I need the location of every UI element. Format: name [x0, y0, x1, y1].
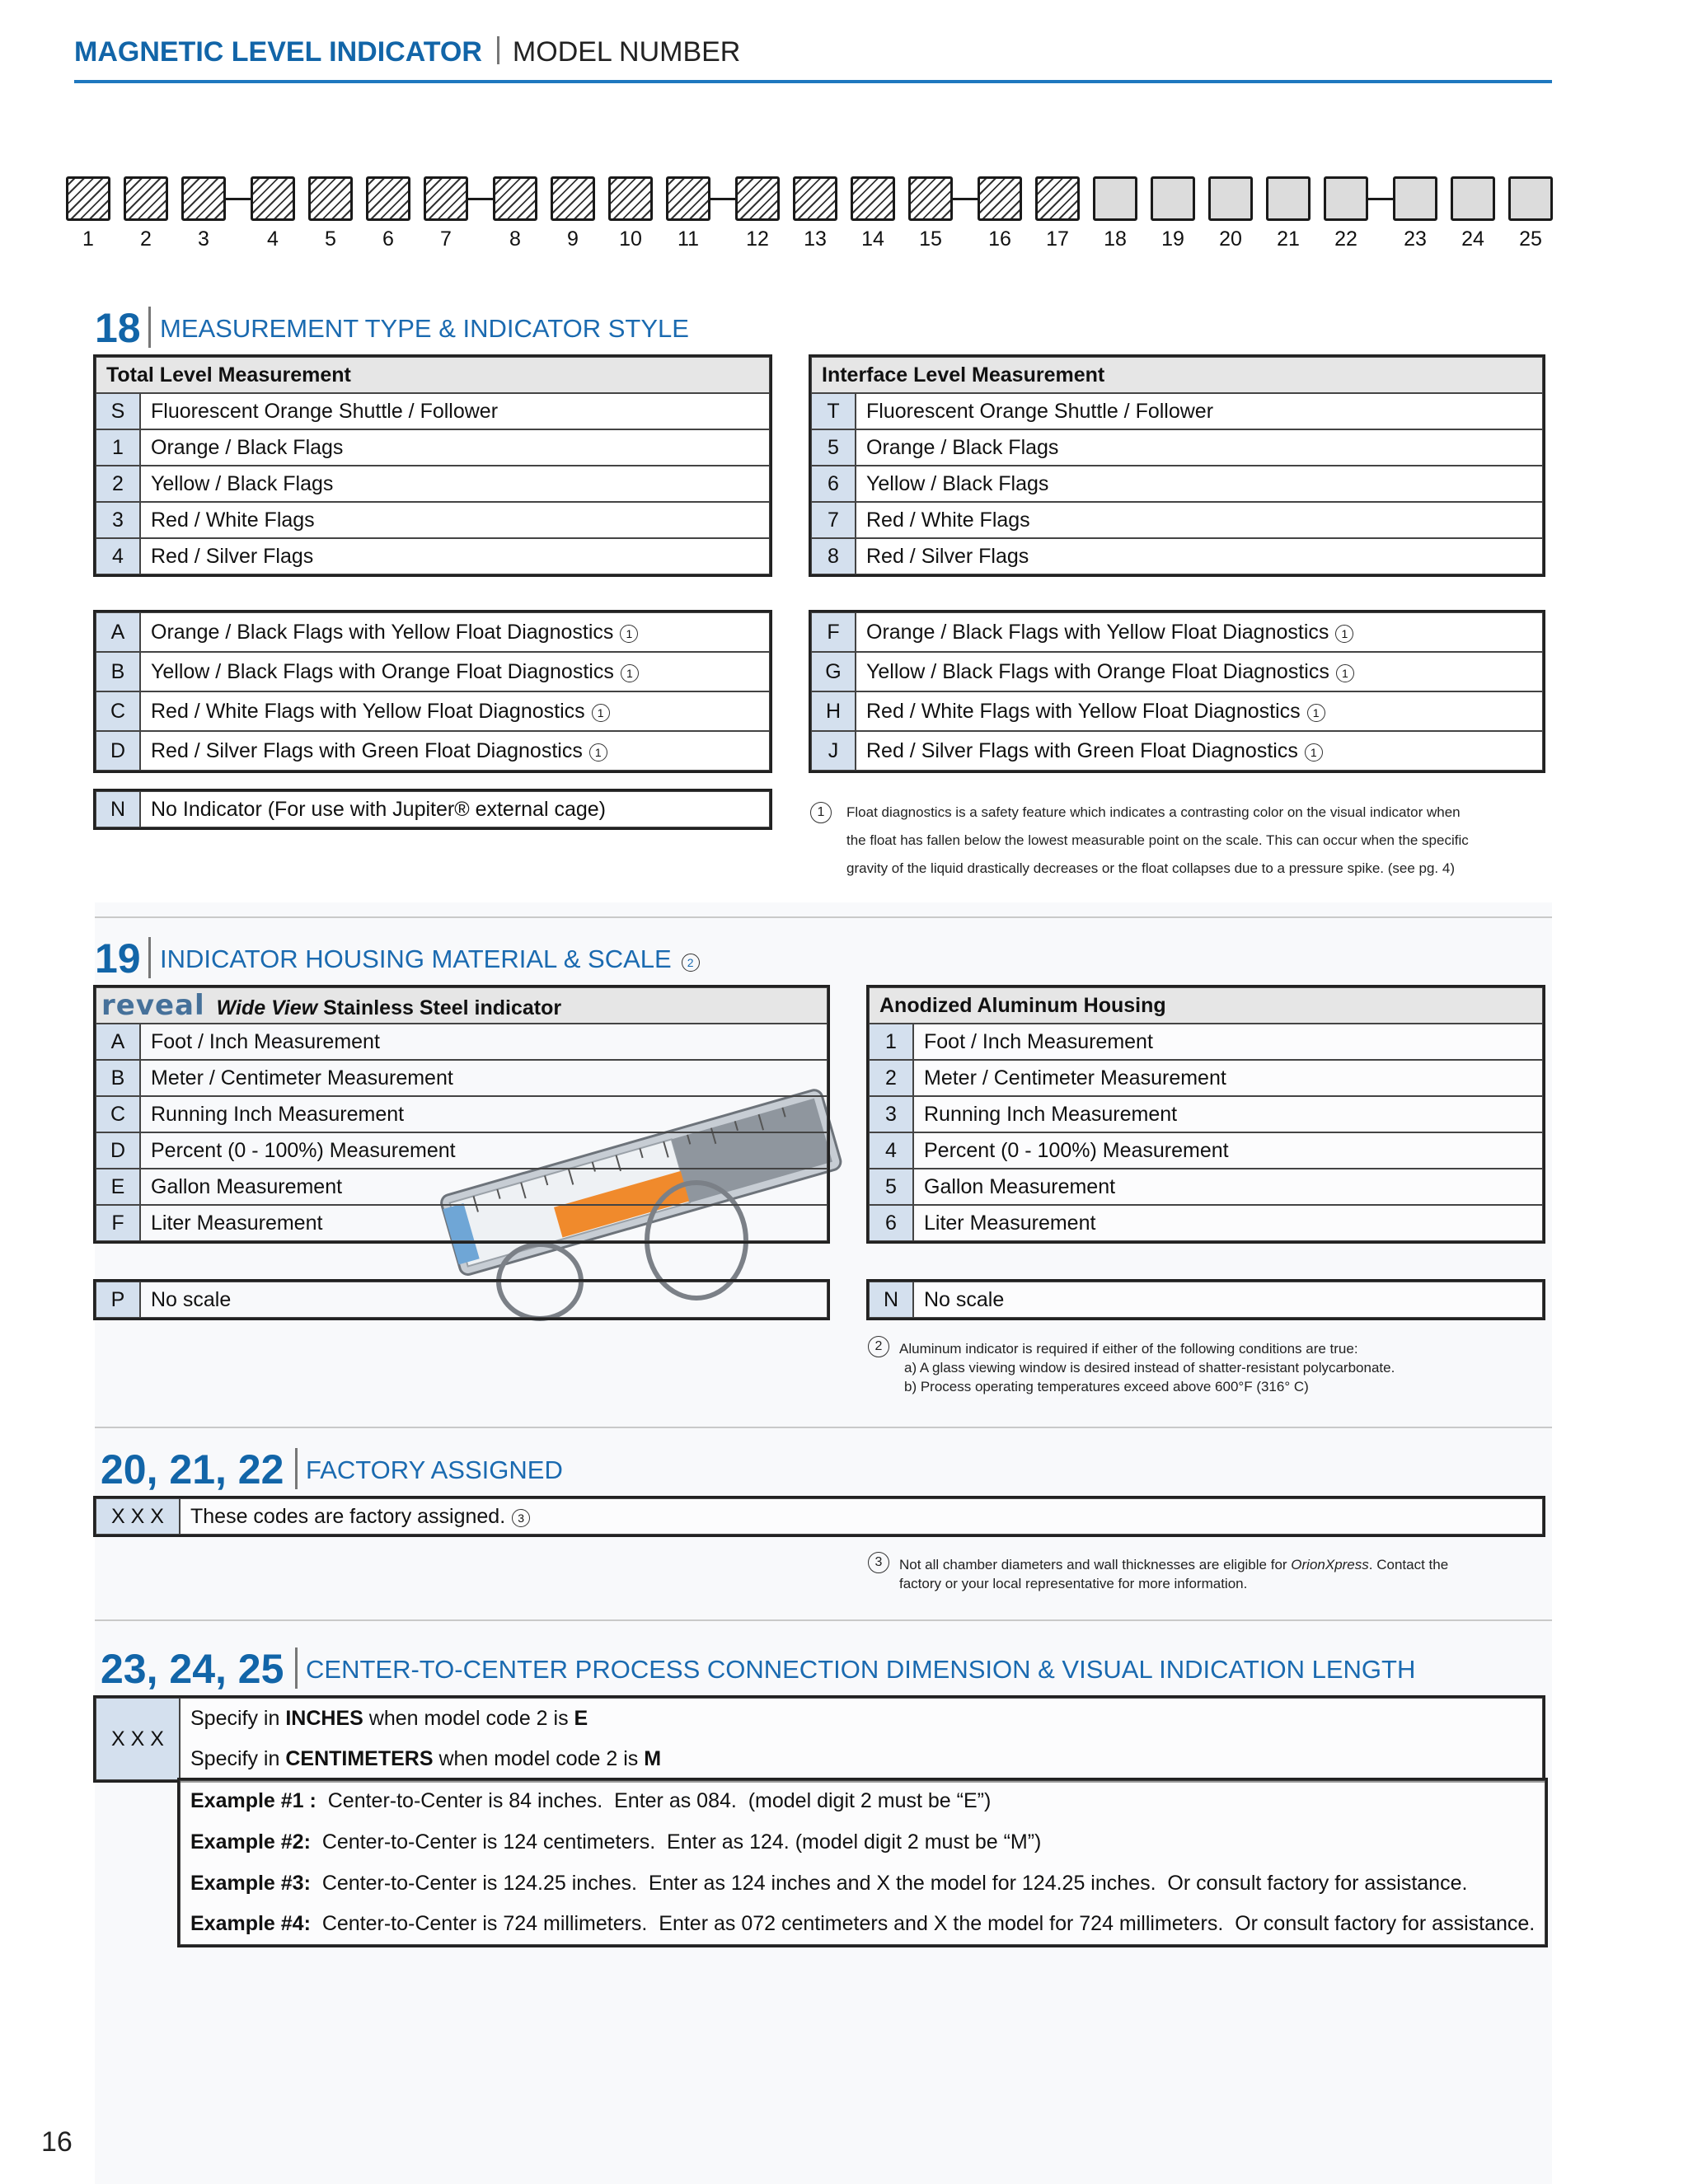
desc-text: These codes are factory assigned. [190, 1504, 506, 1528]
desc-cell: Meter / Centimeter Measurement [913, 1060, 1543, 1096]
spec-text: Specify in [190, 1707, 286, 1730]
desc-cell: Fluorescent Orange Shuttle / Follower [140, 393, 770, 429]
spec-value: E [574, 1707, 588, 1730]
desc-cell: Foot / Inch Measurement [140, 1024, 828, 1060]
table-row [811, 652, 1543, 691]
header-separator [497, 36, 499, 64]
header-rule [74, 80, 1552, 83]
example-label: Example #3: [190, 1871, 311, 1895]
wide-view-label: Wide View [216, 996, 318, 1019]
example-label: Example #1 : [190, 1789, 316, 1812]
code-cell: F [96, 1205, 140, 1241]
table-row [96, 1698, 1543, 1739]
table-row [811, 691, 1543, 731]
footnote-1-marker: 1 [620, 625, 638, 643]
footnote-1-symbol: 1 [810, 802, 832, 823]
model-digit-number: 7 [440, 227, 452, 251]
model-digit-number: 1 [82, 227, 94, 251]
example-row [180, 1904, 1545, 1945]
spec-centimeters [180, 1739, 1543, 1780]
desc-text: Yellow / Black Flags with Orange Float Diagnostics [151, 659, 614, 683]
desc-text: Red / White Flags with Yellow Float Diagnostics [866, 699, 1301, 723]
desc-cell: Gallon Measurement [140, 1169, 828, 1205]
footnote-1 [810, 799, 1552, 883]
footnote-line: a) A glass viewing window is desired instead of shatter-resistant polycarbonate. [904, 1360, 1395, 1376]
footnote-text: Not all chamber diameters and wall thicknesses are eligible for [899, 1557, 1292, 1572]
model-digit-number: 14 [861, 227, 884, 251]
model-digit-box [1208, 176, 1253, 221]
example-label: Example #4: [190, 1912, 311, 1935]
table-row [811, 731, 1543, 771]
table-row [869, 1132, 1543, 1169]
section-18-divider [148, 307, 151, 348]
table-row [869, 1024, 1543, 1060]
spec-value: M [644, 1747, 662, 1770]
table-row [96, 1739, 1543, 1780]
code-cell: 2 [869, 1060, 913, 1096]
table-row [96, 1169, 828, 1205]
table-row [869, 1060, 1543, 1096]
model-digit-number: 15 [919, 227, 942, 251]
footnote-1-marker: 1 [1307, 704, 1325, 722]
desc-text: Red / Silver Flags with Green Float Diagnostics [866, 738, 1298, 762]
section-23-25-title: CENTER-TO-CENTER PROCESS CONNECTION DIMENSION & VISUAL INDICATION LENGTH [306, 1655, 1416, 1684]
table-row [96, 612, 770, 652]
model-digit-box [1393, 176, 1437, 221]
model-digit-number: 2 [140, 227, 152, 251]
code-cell: S [96, 393, 140, 429]
code-cell: 2 [96, 466, 140, 502]
model-digit-number: 22 [1334, 227, 1357, 251]
table-row [96, 466, 770, 502]
table-aluminum-housing [868, 987, 1544, 1242]
table-header: Interface Level Measurement [811, 357, 1543, 393]
example-text: Center-to-Center is 124.25 inches. Enter as 124 inches and X the model for 124.25 inches. Or consult factory for assistance. [310, 1871, 1468, 1895]
model-digit-number: 9 [567, 227, 579, 251]
desc-cell: Orange / Black Flags [856, 429, 1543, 466]
code-cell: X X X [96, 1498, 180, 1535]
model-digit-connector [1368, 198, 1393, 200]
desc-cell: No Indicator (For use with Jupiter® external cage) [140, 791, 770, 827]
table-row [811, 466, 1543, 502]
model-digit-number: 3 [198, 227, 209, 251]
code-cell: D [96, 1132, 140, 1169]
model-digit-connector [226, 198, 251, 200]
model-digit-box [181, 176, 226, 221]
code-cell: H [811, 691, 856, 731]
code-cell: F [811, 612, 856, 652]
code-cell: 5 [869, 1169, 913, 1205]
example-row [180, 1821, 1545, 1863]
model-digit-box [908, 176, 953, 221]
model-digit-number: 12 [746, 227, 769, 251]
code-cell: N [96, 791, 140, 827]
reveal-logo: reveal [101, 989, 205, 1022]
desc-cell: Red / White Flags [856, 502, 1543, 538]
model-digit-number: 10 [619, 227, 642, 251]
example-text: Center-to-Center is 84 inches. Enter as 084. (model digit 2 must be “E”) [316, 1789, 992, 1812]
model-digit-box [1266, 176, 1311, 221]
spec-text: when model code 2 is [433, 1747, 645, 1770]
model-digit-box [793, 176, 837, 221]
footnote-1-marker: 1 [621, 664, 639, 682]
model-digit-connector [710, 198, 735, 200]
model-digit-box [1451, 176, 1495, 221]
table-row [811, 393, 1543, 429]
model-digit-connector [468, 198, 493, 200]
code-cell: A [96, 1024, 140, 1060]
spec-text: Specify in [190, 1747, 286, 1770]
section-23-25-number: 23, 24, 25 [101, 1646, 284, 1692]
table-row [96, 1060, 828, 1096]
desc-cell: Red / Silver Flags [856, 538, 1543, 574]
footnote-3-symbol: 3 [868, 1552, 889, 1573]
model-digit-box [308, 176, 353, 221]
footnote-product-name: OrionXpress [1291, 1557, 1369, 1572]
section-20-22-number: 20, 21, 22 [101, 1446, 284, 1493]
desc-cell: Foot / Inch Measurement [913, 1024, 1543, 1060]
footnote-1-marker: 1 [1305, 743, 1323, 762]
code-cell: 7 [811, 502, 856, 538]
model-digit-number: 16 [988, 227, 1011, 251]
table-row [96, 1205, 828, 1241]
code-cell: X X X [96, 1698, 180, 1780]
footnote-line: Float diagnostics is a safety feature which indicates a contrasting color on the visual indicator when [846, 804, 1461, 820]
code-cell: 4 [869, 1132, 913, 1169]
table-row [96, 691, 770, 731]
model-digit-number: 8 [509, 227, 521, 251]
model-digit-box [608, 176, 653, 221]
table-row [869, 1169, 1543, 1205]
desc-cell: Running Inch Measurement [913, 1096, 1543, 1132]
desc-cell: Fluorescent Orange Shuttle / Follower [856, 393, 1543, 429]
model-digit-box [1093, 176, 1137, 221]
model-digit-number: 11 [678, 227, 699, 251]
desc-text: Red / White Flags with Yellow Float Diagnostics [151, 699, 585, 723]
desc-cell: Yellow / Black Flags [140, 466, 770, 502]
desc-cell: Yellow / Black Flags [856, 466, 1543, 502]
table-center-to-center [95, 1697, 1544, 1781]
header-subtitle: MODEL NUMBER [512, 36, 741, 68]
table-row [96, 1132, 828, 1169]
model-digit-number: 24 [1461, 227, 1484, 251]
code-cell: T [811, 393, 856, 429]
footnote-text: . Contact the [1368, 1557, 1449, 1572]
example-row [180, 1780, 1545, 1821]
model-digit-number: 20 [1219, 227, 1242, 251]
model-digit-box [66, 176, 110, 221]
table-total-diagnostics [95, 612, 771, 771]
section-19-number: 19 [95, 935, 141, 982]
table-row [811, 538, 1543, 574]
code-cell: B [96, 1060, 140, 1096]
table-header [96, 987, 828, 1024]
table-row [811, 502, 1543, 538]
table-row [869, 1205, 1543, 1241]
model-digit-connector [953, 198, 978, 200]
table-row [96, 1282, 828, 1318]
model-digit-box [1035, 176, 1080, 221]
model-digit-box [978, 176, 1022, 221]
code-cell: C [96, 1096, 140, 1132]
code-cell: 5 [811, 429, 856, 466]
code-cell: 8 [811, 538, 856, 574]
table-stainless-indicator [95, 987, 828, 1242]
table-total-level [95, 356, 771, 575]
footnote-line: factory or your local representative for more information. [899, 1576, 1248, 1591]
model-digit-number: 19 [1161, 227, 1184, 251]
table-row [96, 652, 770, 691]
model-digit-box [124, 176, 168, 221]
model-digit-box [851, 176, 895, 221]
model-digit-box [493, 176, 537, 221]
footnote-1-marker: 1 [1336, 664, 1354, 682]
model-digit-number: 6 [382, 227, 394, 251]
table-row [96, 731, 770, 771]
page-header [74, 36, 740, 68]
section-19-title [160, 944, 700, 974]
spec-unit: INCHES [285, 1707, 363, 1730]
desc-text: Yellow / Black Flags with Orange Float Diagnostics [866, 659, 1329, 683]
desc-cell: Red / Silver Flags [140, 538, 770, 574]
model-digit-box [1508, 176, 1553, 221]
section-divider [95, 916, 1552, 918]
code-cell: 4 [96, 538, 140, 574]
section-20-22-divider [295, 1448, 298, 1489]
model-digit-number: 5 [325, 227, 336, 251]
code-cell: C [96, 691, 140, 731]
table-row [96, 791, 770, 827]
footnote-1-marker: 1 [1335, 625, 1353, 643]
table-header: Total Level Measurement [96, 357, 770, 393]
table-row [811, 612, 1543, 652]
footnote-line: gravity of the liquid drastically decreases or the float collapses due to a pressure spike. (see pg. 4) [846, 860, 1455, 876]
desc-cell: Gallon Measurement [913, 1169, 1543, 1205]
desc-text: Orange / Black Flags with Yellow Float Diagnostics [151, 620, 614, 644]
desc-cell: Orange / Black Flags [140, 429, 770, 466]
table-row [96, 393, 770, 429]
table-no-indicator [95, 790, 771, 828]
footnote-line: b) Process operating temperatures exceed above 600°F (316° C) [904, 1379, 1309, 1394]
footnote-line [899, 1555, 1544, 1574]
table-row [96, 538, 770, 574]
section-19-title-text: INDICATOR HOUSING MATERIAL & SCALE [160, 944, 672, 973]
table-examples [179, 1779, 1546, 1946]
code-cell: J [811, 731, 856, 771]
table-row [869, 1096, 1543, 1132]
model-digit-box [551, 176, 595, 221]
table-row [96, 1024, 828, 1060]
example-label: Example #2: [190, 1830, 311, 1854]
code-cell: 3 [869, 1096, 913, 1132]
example-text: Center-to-Center is 124 centimeters. Enter as 124. (model digit 2 must be “M”) [310, 1830, 1042, 1854]
code-cell: 3 [96, 502, 140, 538]
table-row [96, 1498, 1543, 1535]
desc-cell: Liter Measurement [913, 1205, 1543, 1241]
model-digit-box [424, 176, 468, 221]
table-interface-diagnostics [810, 612, 1544, 771]
model-digit-box [366, 176, 410, 221]
spec-inches [180, 1698, 1543, 1739]
desc-cell: Percent (0 - 100%) Measurement [140, 1132, 828, 1169]
model-digit-box [251, 176, 295, 221]
desc-cell: Percent (0 - 100%) Measurement [913, 1132, 1543, 1169]
model-digit-number: 21 [1277, 227, 1300, 251]
table-row [811, 429, 1543, 466]
code-cell: 6 [869, 1205, 913, 1241]
desc-cell: Liter Measurement [140, 1205, 828, 1241]
code-cell: 1 [869, 1024, 913, 1060]
model-digit-number: 23 [1404, 227, 1427, 251]
code-cell: N [869, 1282, 913, 1318]
desc-text: Red / Silver Flags with Green Float Diagnostics [151, 738, 583, 762]
header-rest: Stainless Steel indicator [323, 996, 562, 1019]
table-row [96, 429, 770, 466]
table-row [869, 1282, 1543, 1318]
example-text: Center-to-Center is 724 millimeters. Enter as 072 centimeters and X the model for 724 millimeters. Or consult factory for assistance. [310, 1912, 1536, 1935]
table-stainless-no-scale [95, 1281, 828, 1319]
footnote-1-marker: 1 [592, 704, 610, 722]
desc-text: Orange / Black Flags with Yellow Float Diagnostics [866, 620, 1329, 644]
footnote-line: Aluminum indicator is required if either of the following conditions are true: [899, 1341, 1358, 1357]
table-row [96, 1096, 828, 1132]
desc-cell: No scale [140, 1282, 828, 1318]
model-digit-box [666, 176, 710, 221]
table-aluminum-no-scale [868, 1281, 1544, 1319]
section-divider [95, 1619, 1552, 1621]
model-digit-number: 17 [1046, 227, 1069, 251]
table-interface-level [810, 356, 1544, 575]
table-factory-assigned [95, 1497, 1544, 1535]
footnote-3-marker: 3 [512, 1509, 530, 1527]
section-19-divider [148, 937, 151, 978]
desc-cell: No scale [913, 1282, 1543, 1318]
footnote-2 [868, 1339, 1544, 1396]
footnote-line: the float has fallen below the lowest measurable point on the scale. This can occur when the specific [846, 832, 1469, 848]
table-header: Anodized Aluminum Housing [869, 987, 1543, 1024]
model-digit-number: 4 [267, 227, 279, 251]
header-title: MAGNETIC LEVEL INDICATOR [74, 36, 482, 68]
code-cell: E [96, 1169, 140, 1205]
desc-cell: Meter / Centimeter Measurement [140, 1060, 828, 1096]
code-cell: D [96, 731, 140, 771]
desc-cell: Red / White Flags [140, 502, 770, 538]
table-row [96, 502, 770, 538]
code-cell: P [96, 1282, 140, 1318]
section-18-number: 18 [95, 305, 141, 351]
model-digit-box [1324, 176, 1368, 221]
model-digit-box [735, 176, 780, 221]
example-row [180, 1863, 1545, 1904]
footnote-1-marker: 1 [589, 743, 607, 762]
spec-text: when model code 2 is [363, 1707, 574, 1730]
section-18-title: MEASUREMENT TYPE & INDICATOR STYLE [160, 314, 689, 343]
code-cell: A [96, 612, 140, 652]
code-cell: 6 [811, 466, 856, 502]
page-number: 16 [41, 2126, 73, 2158]
desc-cell: Running Inch Measurement [140, 1096, 828, 1132]
spec-unit: CENTIMETERS [285, 1747, 434, 1770]
section-23-25-divider [295, 1647, 298, 1689]
footnote-3 [868, 1555, 1544, 1593]
code-cell: B [96, 652, 140, 691]
model-digit-number: 18 [1104, 227, 1127, 251]
model-digit-box [1151, 176, 1195, 221]
footnote-2-symbol: 2 [868, 1336, 889, 1357]
section-20-22-title: FACTORY ASSIGNED [306, 1455, 563, 1484]
code-cell: 1 [96, 429, 140, 466]
section-divider [95, 1427, 1552, 1428]
footnote-2-marker: 2 [682, 954, 700, 972]
model-digit-number: 25 [1519, 227, 1542, 251]
code-cell: G [811, 652, 856, 691]
model-digit-number: 13 [804, 227, 827, 251]
